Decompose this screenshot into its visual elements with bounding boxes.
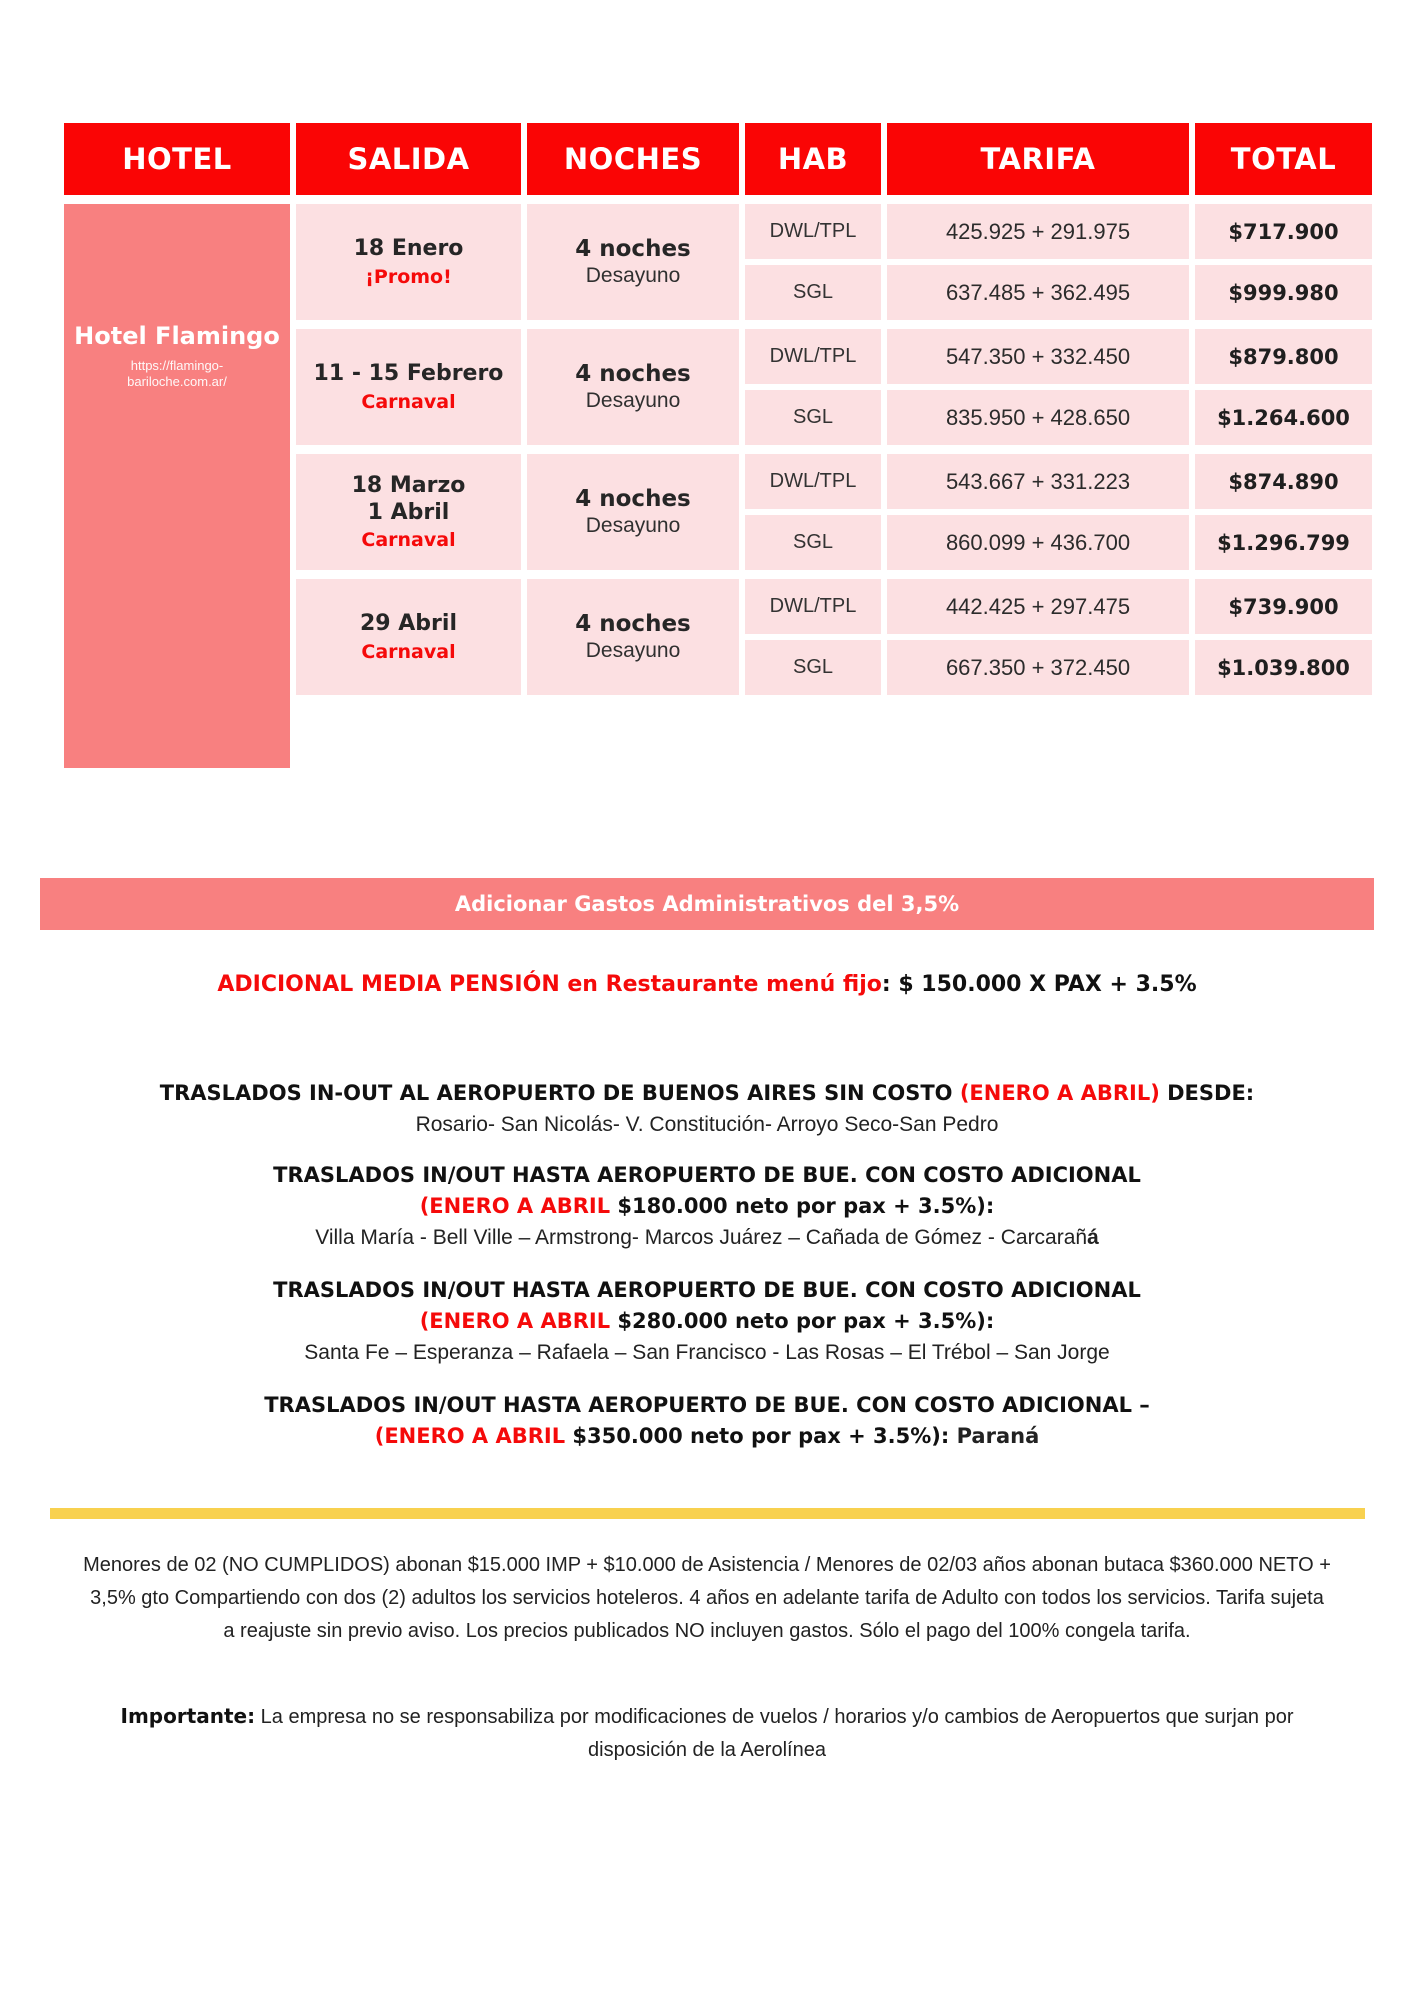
cities-text: Villa María - Bell Ville – Armstrong- Marcos Juárez – Cañada de Gómez - Carcarañ: [315, 1226, 1088, 1249]
noches-count: 4 noches: [575, 486, 691, 512]
rate-rows: [745, 579, 1372, 695]
city-tail: Paraná: [949, 1424, 1040, 1448]
traslados-heading: [0, 1078, 1414, 1109]
header-tarifa: TARIFA: [887, 123, 1189, 195]
table-row-group-abril: [296, 579, 1372, 695]
yellow-divider: [50, 1508, 1365, 1519]
total-value: $717.900: [1195, 204, 1372, 259]
media-pension-red: ADICIONAL MEDIA PENSIÓN en Restaurante menú fijo: [217, 972, 882, 997]
header-hab: HAB: [745, 123, 881, 195]
total-value: $1.296.799: [1195, 515, 1372, 570]
salida-date: 18 Marzo: [351, 473, 466, 499]
traslados-heading: TRASLADOS IN/OUT HASTA AEROPUERTO DE BUE. CON COSTO ADICIONAL –: [264, 1393, 1150, 1417]
cities-list: Rosario- San Nicolás- V. Constitución- Arroyo Seco-San Pedro: [415, 1113, 999, 1136]
noches-count: 4 noches: [575, 236, 691, 262]
table-row-group-marzo: [296, 454, 1372, 570]
footer-importante: [82, 1700, 1332, 1767]
table-row-group-enero: [296, 204, 1372, 320]
importante-label: Importante:: [120, 1704, 256, 1728]
carnaval-tag: Carnaval: [361, 528, 456, 551]
total-value: $879.800: [1195, 329, 1372, 384]
total-value: $1.039.800: [1195, 640, 1372, 695]
hab-value: DWL/TPL: [745, 579, 881, 634]
admin-fee-banner: [40, 878, 1374, 930]
table-row: [745, 265, 1372, 320]
hab-value: DWL/TPL: [745, 454, 881, 509]
salida-cell: [296, 454, 521, 570]
total-value: $999.980: [1195, 265, 1372, 320]
regimen-label: Desayuno: [585, 639, 681, 662]
rate-rows: [745, 454, 1372, 570]
salida-cell: [296, 579, 521, 695]
hab-value: SGL: [745, 515, 881, 570]
tarifa-value: 425.925 + 291.975: [887, 204, 1189, 259]
noches-cell: [527, 454, 739, 570]
noches-count: 4 noches: [575, 611, 691, 637]
salida-date-line2: 1 Abril: [367, 499, 450, 525]
rate-rows: [745, 204, 1372, 320]
hotel-cell: [64, 204, 290, 768]
admin-fee-banner-text: Adicionar Gastos Administrativos del 3,5%: [454, 892, 960, 916]
traslados-price-line: [0, 1191, 1414, 1222]
cities-bold-tail: á: [1087, 1226, 1099, 1249]
table-header-row: [64, 123, 1372, 195]
salida-cell: [296, 204, 521, 320]
hab-value: SGL: [745, 640, 881, 695]
regimen-label: Desayuno: [585, 264, 681, 287]
traslados-heading: TRASLADOS IN/OUT HASTA AEROPUERTO DE BUE. CON COSTO ADICIONAL: [273, 1278, 1141, 1302]
groups-column: [296, 204, 1372, 695]
heading-red: (ENERO A ABRIL): [959, 1081, 1160, 1105]
heading-price: $350.000 neto por pax + 3.5%):: [565, 1424, 950, 1448]
tarifa-value: 860.099 + 436.700: [887, 515, 1189, 570]
tarifa-value: 442.425 + 297.475: [887, 579, 1189, 634]
carnaval-tag: Carnaval: [361, 390, 456, 413]
table-row: [745, 579, 1372, 634]
noches-cell: [527, 579, 739, 695]
salida-date: 18 Enero: [353, 236, 464, 262]
regimen-label: Desayuno: [585, 389, 681, 412]
tarifa-value: 835.950 + 428.650: [887, 390, 1189, 445]
total-value: $874.890: [1195, 454, 1372, 509]
cities-list: [0, 1222, 1414, 1253]
tarifa-value: 543.667 + 331.223: [887, 454, 1189, 509]
media-pension-price: : $ 150.000 X PAX + 3.5%: [881, 972, 1197, 997]
hab-value: SGL: [745, 390, 881, 445]
heading-black: TRASLADOS IN-OUT AL AEROPUERTO DE BUENOS AIRES SIN COSTO: [159, 1081, 960, 1105]
noches-count: 4 noches: [575, 361, 691, 387]
table-row: [745, 454, 1372, 509]
traslados-sin-costo: [0, 1078, 1414, 1140]
table-row: [745, 640, 1372, 695]
total-value: $1.264.600: [1195, 390, 1372, 445]
heading-black2: DESDE:: [1159, 1081, 1255, 1105]
heading-price: $180.000 neto por pax + 3.5%):: [610, 1194, 995, 1218]
hab-value: DWL/TPL: [745, 329, 881, 384]
tarifa-value: 667.350 + 372.450: [887, 640, 1189, 695]
footer-notes: Menores de 02 (NO CUMPLIDOS) abonan $15.000 IMP + $10.000 de Asistencia / Menores de 02/03 años abonan butaca $360.000 NETO + 3,5% gto Compartiendo con dos (2) adultos los servicios hoteleros. 4 años en adelante tarifa de Adulto con todos los servicios. Tarifa sujeta a reajuste sin previo aviso. Los precios publicados NO incluyen gastos. Sólo el pago del 100% congela tarifa.: [83, 1554, 1331, 1642]
importante-text: La empresa no se responsabiliza por modificaciones de vuelos / horarios y/o cambios de Aeropuertos que surjan por disposición de la Aerolínea: [255, 1706, 1294, 1761]
total-value: $739.900: [1195, 579, 1372, 634]
heading-red: (ENERO A ABRIL: [374, 1424, 566, 1448]
salida-cell: [296, 329, 521, 445]
traslados-costo-350: [0, 1390, 1414, 1452]
hotel-url-link[interactable]: https://flamingo-bariloche.com.ar/: [127, 358, 227, 390]
header-noches: NOCHES: [527, 123, 739, 195]
media-pension-line: [0, 972, 1414, 997]
noches-cell: [527, 204, 739, 320]
regimen-label: Desayuno: [585, 514, 681, 537]
traslados-price-line: [0, 1306, 1414, 1337]
header-salida: SALIDA: [296, 123, 521, 195]
table-body: [64, 204, 1372, 768]
traslados-price-line: [0, 1421, 1414, 1452]
carnaval-tag: Carnaval: [361, 640, 456, 663]
tarifa-value: 547.350 + 332.450: [887, 329, 1189, 384]
hotel-name: Hotel Flamingo: [74, 322, 280, 350]
table-row: [745, 390, 1372, 445]
salida-date: 11 - 15 Febrero: [313, 361, 504, 387]
heading-price: $280.000 neto por pax + 3.5%):: [610, 1309, 995, 1333]
table-row: [745, 329, 1372, 384]
tarifa-value: 637.485 + 362.495: [887, 265, 1189, 320]
traslados-costo-280: [0, 1275, 1414, 1368]
table-row-group-febrero: [296, 329, 1372, 445]
table-row: [745, 515, 1372, 570]
noches-cell: [527, 329, 739, 445]
traslados-heading: TRASLADOS IN/OUT HASTA AEROPUERTO DE BUE. CON COSTO ADICIONAL: [273, 1163, 1141, 1187]
header-hotel: HOTEL: [64, 123, 290, 195]
cities-list: Santa Fe – Esperanza – Rafaela – San Francisco - Las Rosas – El Trébol – San Jorge: [304, 1341, 1110, 1364]
table-row: [745, 204, 1372, 259]
rate-rows: [745, 329, 1372, 445]
promo-tag: ¡Promo!: [365, 265, 452, 288]
heading-red: (ENERO A ABRIL: [419, 1194, 611, 1218]
traslados-costo-180: [0, 1160, 1414, 1253]
price-table: [64, 123, 1372, 768]
heading-red: (ENERO A ABRIL: [419, 1309, 611, 1333]
header-total: TOTAL: [1195, 123, 1372, 195]
hab-value: SGL: [745, 265, 881, 320]
hab-value: DWL/TPL: [745, 204, 881, 259]
salida-date: 29 Abril: [360, 611, 457, 637]
